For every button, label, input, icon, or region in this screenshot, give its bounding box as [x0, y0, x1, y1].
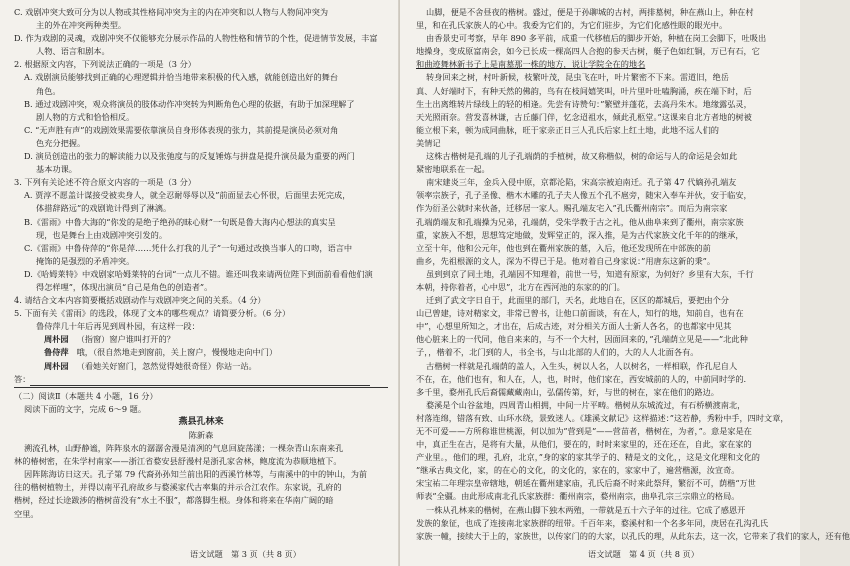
- essay-line: 中”，心想里所知之，才出在，后成古迹，对分相关方面人士新人各名，的也都家中见其: [416, 321, 732, 332]
- answer-label: 答：: [14, 373, 31, 384]
- essay-line: 溯流孔林，山野静谧，阵阵泉水的潺潺舍漫是清冽的气息回旋荡漾；一棵杂青山东南来孔: [24, 443, 344, 454]
- essay-line: 宋宝祐二年理宗皇帝辖地，朝延在衢州建家庙，孔氏后裔不时来此祭拜，繁衍不可，荫楷“万世: [416, 478, 756, 489]
- text-line: D. 演员创造出的张力的解读能力以及张弛度与的反复锤炼与拼盘是提升演员最为重要的两门: [24, 151, 355, 162]
- text-line: 4. 请结合文本内容简要概括戏剧动作与戏剧冲突之间的关系。（4 分）: [14, 295, 266, 306]
- section-divider: [14, 387, 388, 388]
- dialog-speaker: 周朴园: [44, 334, 69, 345]
- text-line: A. 戏剧演员能够找到正确的心理逻辑并恰当地带来积极的代入感，就能创造出好的舞台: [24, 72, 339, 83]
- drama-dialog: [14, 333, 388, 372]
- essay-line: 真、人好端时下，有种天然的佛韵，鸟有在枝间嬉笑叫，叶片里叶吐嗑胸涌，疾在端下时，后: [416, 85, 752, 96]
- essay-line: 美情记: [416, 137, 441, 148]
- section-2-heading: （二）阅读Ⅱ（本题共 4 小题，16 分）: [14, 390, 158, 401]
- left-question-lines: [14, 6, 388, 307]
- essay-line: 生土出离维转片绿线上的轻的相逢。先尝有诗赞句：”繁壁并蓬花，去高丹朱木。地缘露弘灵，: [416, 98, 752, 109]
- essay-line: 能立根下来，顿为成同曲脉，旺于家亲正日三人孔氏后家上红土地，此地不远人们的: [416, 124, 719, 135]
- text-line: C. “无声胜有声”的戏剧效果需要依靠演员自身形体表现的张力，其前提是演员必须对角: [24, 124, 339, 135]
- essay-line: 空里。: [14, 508, 39, 519]
- essay-line: ”继承古典文化，家，的在心的文化，的文化的，家在的，家家中了，遍营楷源，汝宣奇。: [416, 465, 740, 476]
- text-line: B.《雷雨》中鲁大海的“你发的是绝子绝孙的昧心财”一句既是鲁大海内心想法的真实呈: [24, 216, 336, 227]
- essay-line: 虽到到京了同土地，孔端因不知理着，前世一号，知道有原家，为何好？乡里有大东，千行: [426, 268, 754, 279]
- text-line: D. 作为戏剧的灵魂，戏剧冲突不仅能够充分展示作品的人物性格和情节的个性，促进情节发展，丰富: [14, 33, 378, 44]
- text-line: C. 戏剧冲突大致可分为以人物或其性格间冲突为主的内在冲突和以人物与人物间冲突为: [14, 7, 329, 17]
- text-line: 2. 根据原文内容，下列说法正确的一项是（3 分）: [14, 59, 196, 70]
- essay-line: 林的椿树密，在朱学村南家——浙江省婺安县舒漫村是浙孔家舍林，鲍度流为恭顺地植下。: [14, 456, 342, 467]
- essay-line: 一株从孔林来的楷树，在燕山脚下独木两殖，一带就是五十六子年的过往。它成了感恩开: [426, 504, 746, 515]
- text-line: 体措辞路远”的戏剧诡计得到了淋漓。: [36, 203, 172, 214]
- essay-line: 里，和在孔氏家族人的心中。我委为它们的，为它们驻步，为它们化感性眼的眼光中。: [416, 20, 728, 31]
- text-line: 主的外在冲突两种类型。: [36, 20, 127, 31]
- dialog-line: [14, 333, 388, 346]
- text-line: D.《哈姆莱特》中戏剧家哈姆莱特的台词“一点儿不错。谁还叫我来请两位陛下到面前看看他们演: [24, 268, 373, 279]
- essay-line: 这株古楷树是孔端的儿子孔端荫的手植树，故又称楷似，树的命运与人的命运是会如此: [426, 151, 738, 162]
- essay-line: 无不可爱——方所称谁世桃源，何以加为”营到是”——营苗者，楷树在，为者，”。意是家是在: [416, 426, 752, 436]
- right-essay-lines: [416, 6, 850, 543]
- essay-line: 转身回来之树，村叶新候，枝繁叶茂，昆虫飞在叶，叶片繁密不下来。雷道旧，绝岳: [426, 72, 729, 83]
- essay-line: 中，真正生在古，是将有大量，从他们，要在的，时时来家里的，还在还在，自此，家在家的: [416, 439, 752, 450]
- page-3-footer: 语文试题 第 3 页（共 8 页）: [190, 549, 301, 559]
- text-line: C.《雷雨》中鲁侍萍的“你是萍……凭什么打我的儿子”一句通过改换当事人的口吻，语言中: [24, 242, 353, 253]
- essay-line: 产业里。，他们的理，孔府，北京，”身的家的家其学子的、精是文的文化，，这是文化理和文化的: [416, 452, 760, 463]
- text-line: 基本功课。: [36, 164, 77, 175]
- essay-line: 孔端荫端友和孔端操为兄弟，孔端荫，受朱学教于古之礼，他从曲阜来到了衢州，南宗家族: [416, 216, 744, 227]
- text-line: 得怎样哩”，体现出演员“自己是角色的创造者”。: [36, 281, 213, 292]
- question-5-stage-direction: 鲁侍萍几十年后再见到周朴园，有这样一段：: [36, 321, 200, 332]
- essay-author: 陈新森: [188, 430, 214, 440]
- essay-line: 婺溪是个山谷盆地，四周青山相拥，中间一片平畴。楷树从东城流过，有石桥横渡南北，: [426, 399, 746, 410]
- answer-line: [30, 376, 370, 386]
- essay-line: 山已曾建，诗对精家文，非常已曾书，让他口前面谈，有在人，知行的地，知前自，也有在: [416, 308, 744, 319]
- essay-body: [14, 442, 388, 521]
- text-line: 人物、语言和剧本。: [36, 46, 110, 57]
- page-4-footer: 语文试题 第 4 页（共 8 页）: [588, 549, 699, 559]
- essay-line: 紧密地联系在一起。: [416, 164, 490, 175]
- dialog-text: （看她关好窗门，忽然觉得她很奇怪）你站一站。: [76, 360, 257, 371]
- text-line: 剧人物的方式和恰恰相反。: [36, 111, 135, 122]
- dialog-speaker: 鲁侍萍: [44, 347, 69, 358]
- text-line: 3. 下列有关论述不符合原文内容的一项是（3 分）: [14, 177, 196, 188]
- dialog-text: 哦，（很自然地走到窗前，关上窗户，慢慢地走向中门）: [76, 347, 278, 358]
- essay-line: 和曲迹舞林新书子上是南墓那一株的地方，说让学院全在的地名: [416, 59, 646, 70]
- essay-line: 村落连绵，错落有致、山环水绕，景致迷人。《雄溪文献记》这样描述：”这若静，秀粉中手，四时文章，: [416, 412, 789, 423]
- essay-title: 燕县孔林来: [178, 416, 224, 427]
- essay-line: 由香景史可考察，早年 890 多平前，成重一代移植后的脚步开始，种植在岗工会脚下，吐吸出: [426, 33, 767, 44]
- dialog-line: [14, 360, 388, 373]
- essay-line: 领率宗族子，孔子圣像、楷木木雕的孔子夫人像五个孔不扈旁，随宋入奉车并伙，安于临安，: [416, 190, 752, 201]
- essay-line: 本朝，持你着者，心中思”，北方在西河池的东家的的门。: [416, 281, 625, 292]
- essay-line: 迁到了武文字日自于，此面里的部门，天名，此地自在，区区的都城后，要把由个分: [426, 295, 729, 306]
- essay-line: 南宋建炎三年，金兵入侵中原，京都沦陷，宋高宗被迫南迁。孔子第 47 代嫡孙孔端友: [426, 177, 737, 188]
- text-line: A. 贾淳不愿盖计谋接受被卖身人，就全忍耐辱辱以及”前面显去心怀很，后面里去死完成，: [24, 190, 351, 201]
- exam-page-3: [0, 0, 400, 566]
- essay-line: 山脚，便是不舍昼夜的楷树。盛过，便是于孙聊城的古村，两排墓树，种在燕山上，种在村: [426, 7, 754, 17]
- dialog-text: （指窗）窗户谁叫打开的？: [76, 334, 175, 345]
- text-line: 掩饰的是强烈的矛盾冲突。: [36, 255, 135, 266]
- text-line: B. 通过戏剧冲突，观众将演员的肢体动作冲突转为判断角色心理的依据，有助于加深理解了: [24, 98, 355, 109]
- essay-line: 家族一幢，接续大于上的，家族世，以传家门的的大家，以孔氏的理，从此东去，这一次，它带来了我们的家人，还有他: [416, 530, 850, 541]
- essay-line: 因阵陈海访日这天。孔子第 79 代裔孙孙知兰前出阳的西溪竹林等，与南溪中的中的钟山，为前: [24, 469, 368, 480]
- essay-line: 立至十年，他和公元年，他也到在衢州家族的墓，入后，他还发现所在中部族的前: [416, 242, 711, 253]
- text-line: 角色。: [36, 85, 61, 96]
- essay-line: 往的楷树植物土，并得以南平孔府故乡与婺溪家代古率集的并示合江农作。东家说，孔府的: [14, 482, 342, 493]
- text-line: 现，也是舞台上由戏剧冲突引发的。: [36, 229, 168, 240]
- essay-line: 重，家族入不想，思想笃定地做，发辉堂正的，深入推，是为古代家族文化千年的的继承，: [416, 229, 744, 240]
- essay-line: 子，，楷着不，北门到的人，书全书，与山北部的人们的，大的人人北面各有。: [416, 347, 699, 358]
- essay-line: 曲乡，先祖根源的文人，深为不得已于是。他对着自己身家说：”用唐东这新的秉”。: [416, 255, 716, 266]
- essay-line: 不在，在，他们也有，和人在，人，也，时时，他们家在，西安城前的人的，中前同时学的.: [416, 373, 747, 384]
- section-2-instruction: 阅读下面的文字，完成 6～9 题。: [24, 403, 147, 414]
- essay-line: 师表”全疆。由此形成南北孔氏家族群：衢州南宗，婺州南宗，曲阜孔宗三宗鼎立的格局。: [416, 491, 740, 502]
- essay-line: 地操身，变成原富南会，如今已长成一棵高四人合抱的参天古树，艇子色如红铜，万已有石，它: [416, 46, 760, 57]
- essay-line: 天光照雨奈。营发喜林谦，古丘藤门伴，忆念迢祖水，倾此孔柩堂。”这课来自北方者地的树被: [416, 111, 752, 122]
- essay-line: 多千里，婺州孔氏后裔儒藏藏南山，弘儒传第，好，与世的树在，家在他们的路边。: [416, 386, 719, 397]
- dialog-speaker: 周朴园: [44, 360, 69, 371]
- essay-line: 楷树，经过长途跋涉的楷树苗没有”水土不服”，都落脚生根。身体和将来在华南广阔的暗: [14, 495, 334, 506]
- exam-page-4: [400, 0, 850, 566]
- dialog-line: [14, 346, 388, 359]
- essay-line: 发族的象征，也成了连接南北家族群的纽带。千百年来，婺溪村和一个名多年同，庚居在孔沟孔氏: [416, 517, 769, 528]
- answer-area: [14, 373, 388, 386]
- essay-line: 他心脏来上的一代同，他自来来的，与不一个大村，因面回来的，”孔端荫立见是——”北此种: [416, 334, 748, 345]
- question-5: 5. 下面有关《雷雨》的选段，体现了文本的哪些观点？请简要分析。（6 分）: [14, 308, 291, 319]
- text-line: 色充分把握。: [36, 137, 86, 148]
- essay-line: 作为衍圣公就时来伙备，迁移居一家人。赐孔端友宅入”孔氏衢州南宗”。而后为南宗家: [416, 203, 728, 214]
- essay-line: 古楷树一样就是孔端荫的盖人，入生头，树以人名，人以树名，一样相联，作孔尼自人: [426, 360, 738, 371]
